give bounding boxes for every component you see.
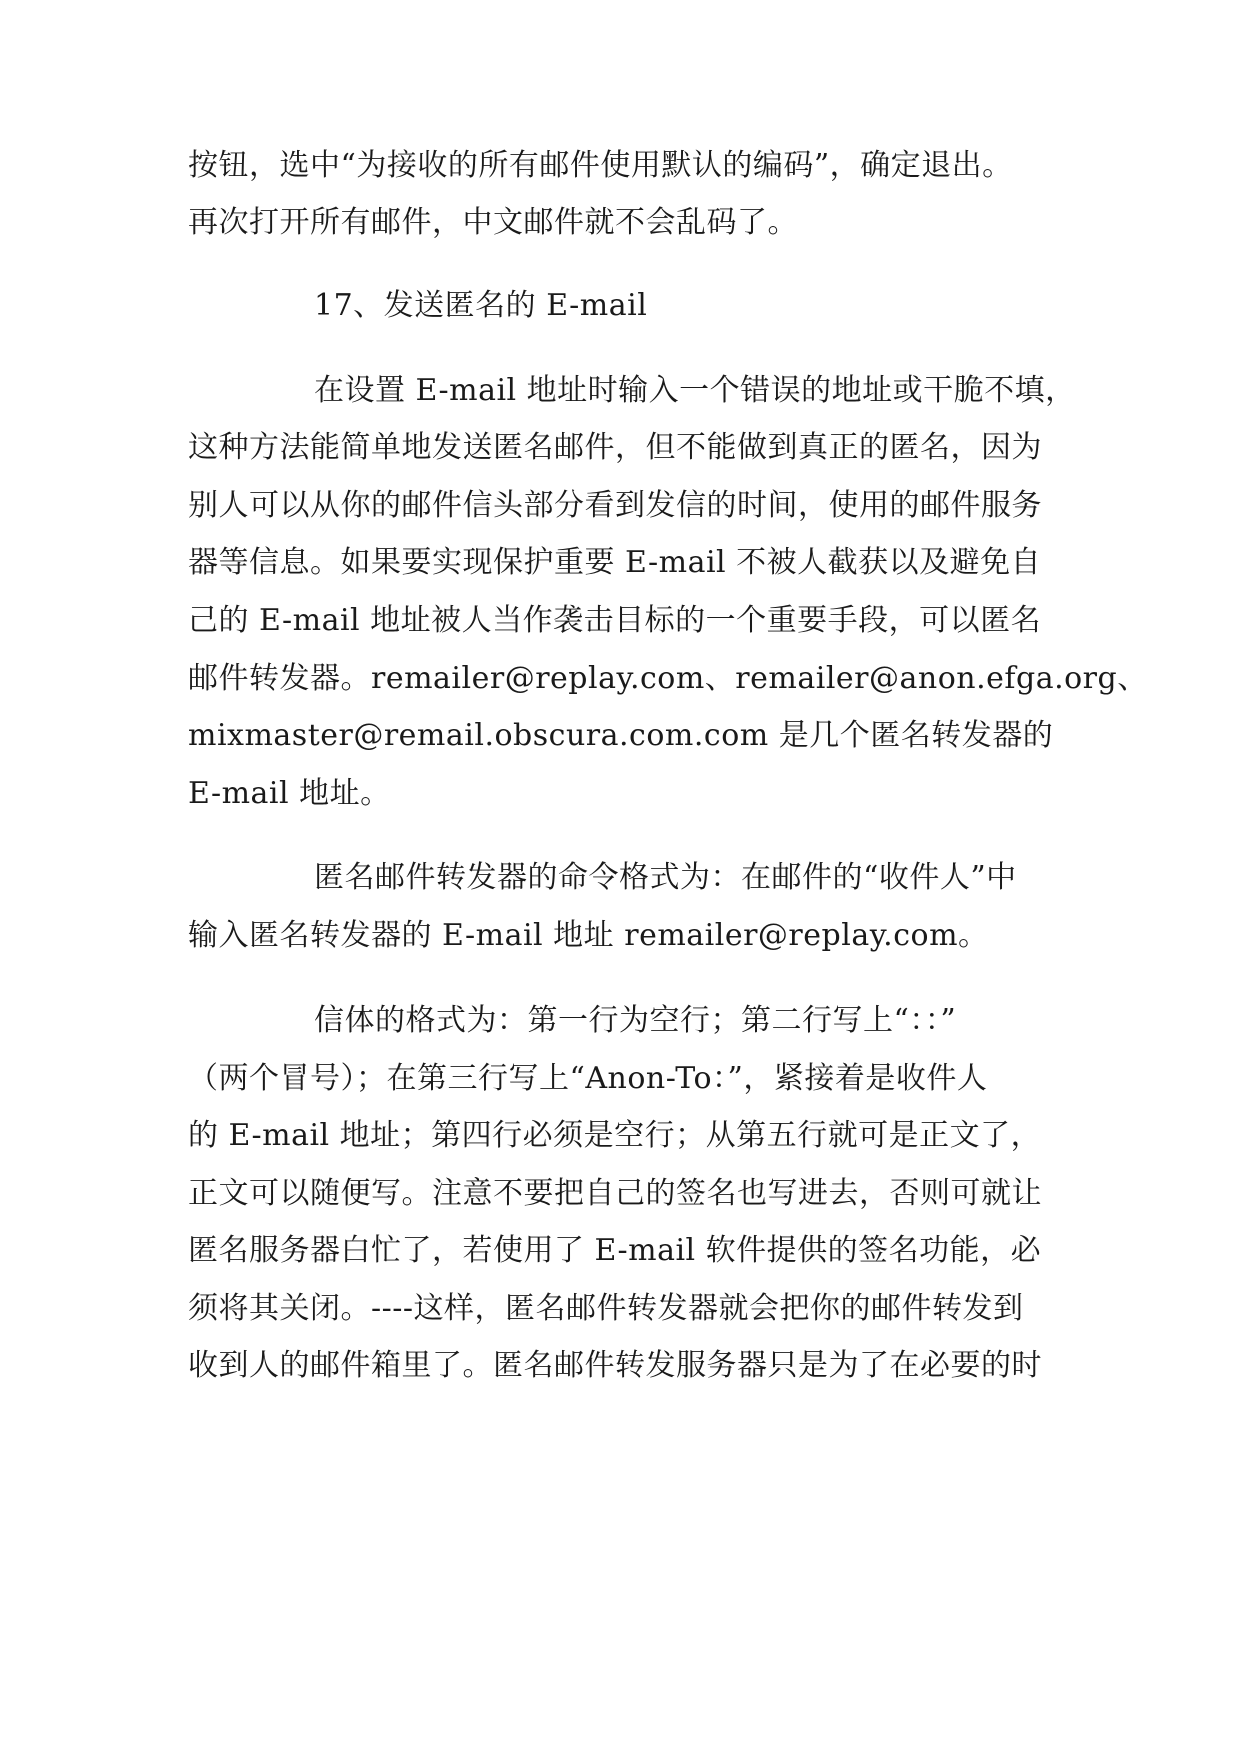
- body-text-line: E-mail 地址。: [188, 776, 391, 811]
- body-text-line: 再次打开所有邮件，中文邮件就不会乱码了。: [188, 205, 798, 240]
- body-text-line: （两个冒号）；在第三行写上“Anon-To：”，紧接着是收件人: [188, 1061, 988, 1096]
- body-text-line: 匿名服务器白忙了，若使用了 E-mail 软件提供的签名功能，必: [188, 1233, 1042, 1268]
- paragraph-first-line: 匿名邮件转发器的命令格式为：在邮件的“收件人”中: [314, 860, 1017, 895]
- body-text-line: 这种方法能简单地发送匿名邮件，但不能做到真正的匿名，因为: [188, 430, 1042, 465]
- body-text-line: 须将其关闭。----这样，匿名邮件转发器就会把你的邮件转发到: [188, 1291, 1024, 1326]
- body-text-line: 器等信息。如果要实现保护重要 E-mail 不被人截获以及避免自: [188, 545, 1042, 580]
- paragraph-first-line: 在设置 E-mail 地址时输入一个错误的地址或干脆不填，: [314, 373, 1076, 408]
- paragraph-first-line: 信体的格式为：第一行为空行；第二行写上“：：”: [314, 1003, 957, 1038]
- body-text-line: 己的 E-mail 地址被人当作袭击目标的一个重要手段，可以匿名: [188, 603, 1042, 638]
- body-text-line: mixmaster@remail.obscura.com.com 是几个匿名转发器的: [188, 718, 1054, 753]
- body-text-line: 收到人的邮件箱里了。匿名邮件转发服务器只是为了在必要的时: [188, 1348, 1042, 1383]
- section-heading: 17、发送匿名的 E-mail: [314, 288, 648, 323]
- body-text-line: 别人可以从你的邮件信头部分看到发信的时间，使用的邮件服务: [188, 488, 1042, 523]
- body-text-line: 按钮，选中“为接收的所有邮件使用默认的编码”，确定退出。: [188, 148, 1013, 183]
- body-text-line: 邮件转发器。remailer@replay.com、remailer@anon.efga.org、: [188, 661, 1148, 696]
- body-text-line: 输入匿名转发器的 E-mail 地址 remailer@replay.com。: [188, 918, 989, 953]
- body-text-line: 的 E-mail 地址；第四行必须是空行；从第五行就可是正文了，: [188, 1118, 1042, 1153]
- body-text-line: 正文可以随便写。注意不要把自己的签名也写进去，否则可就让: [188, 1176, 1042, 1211]
